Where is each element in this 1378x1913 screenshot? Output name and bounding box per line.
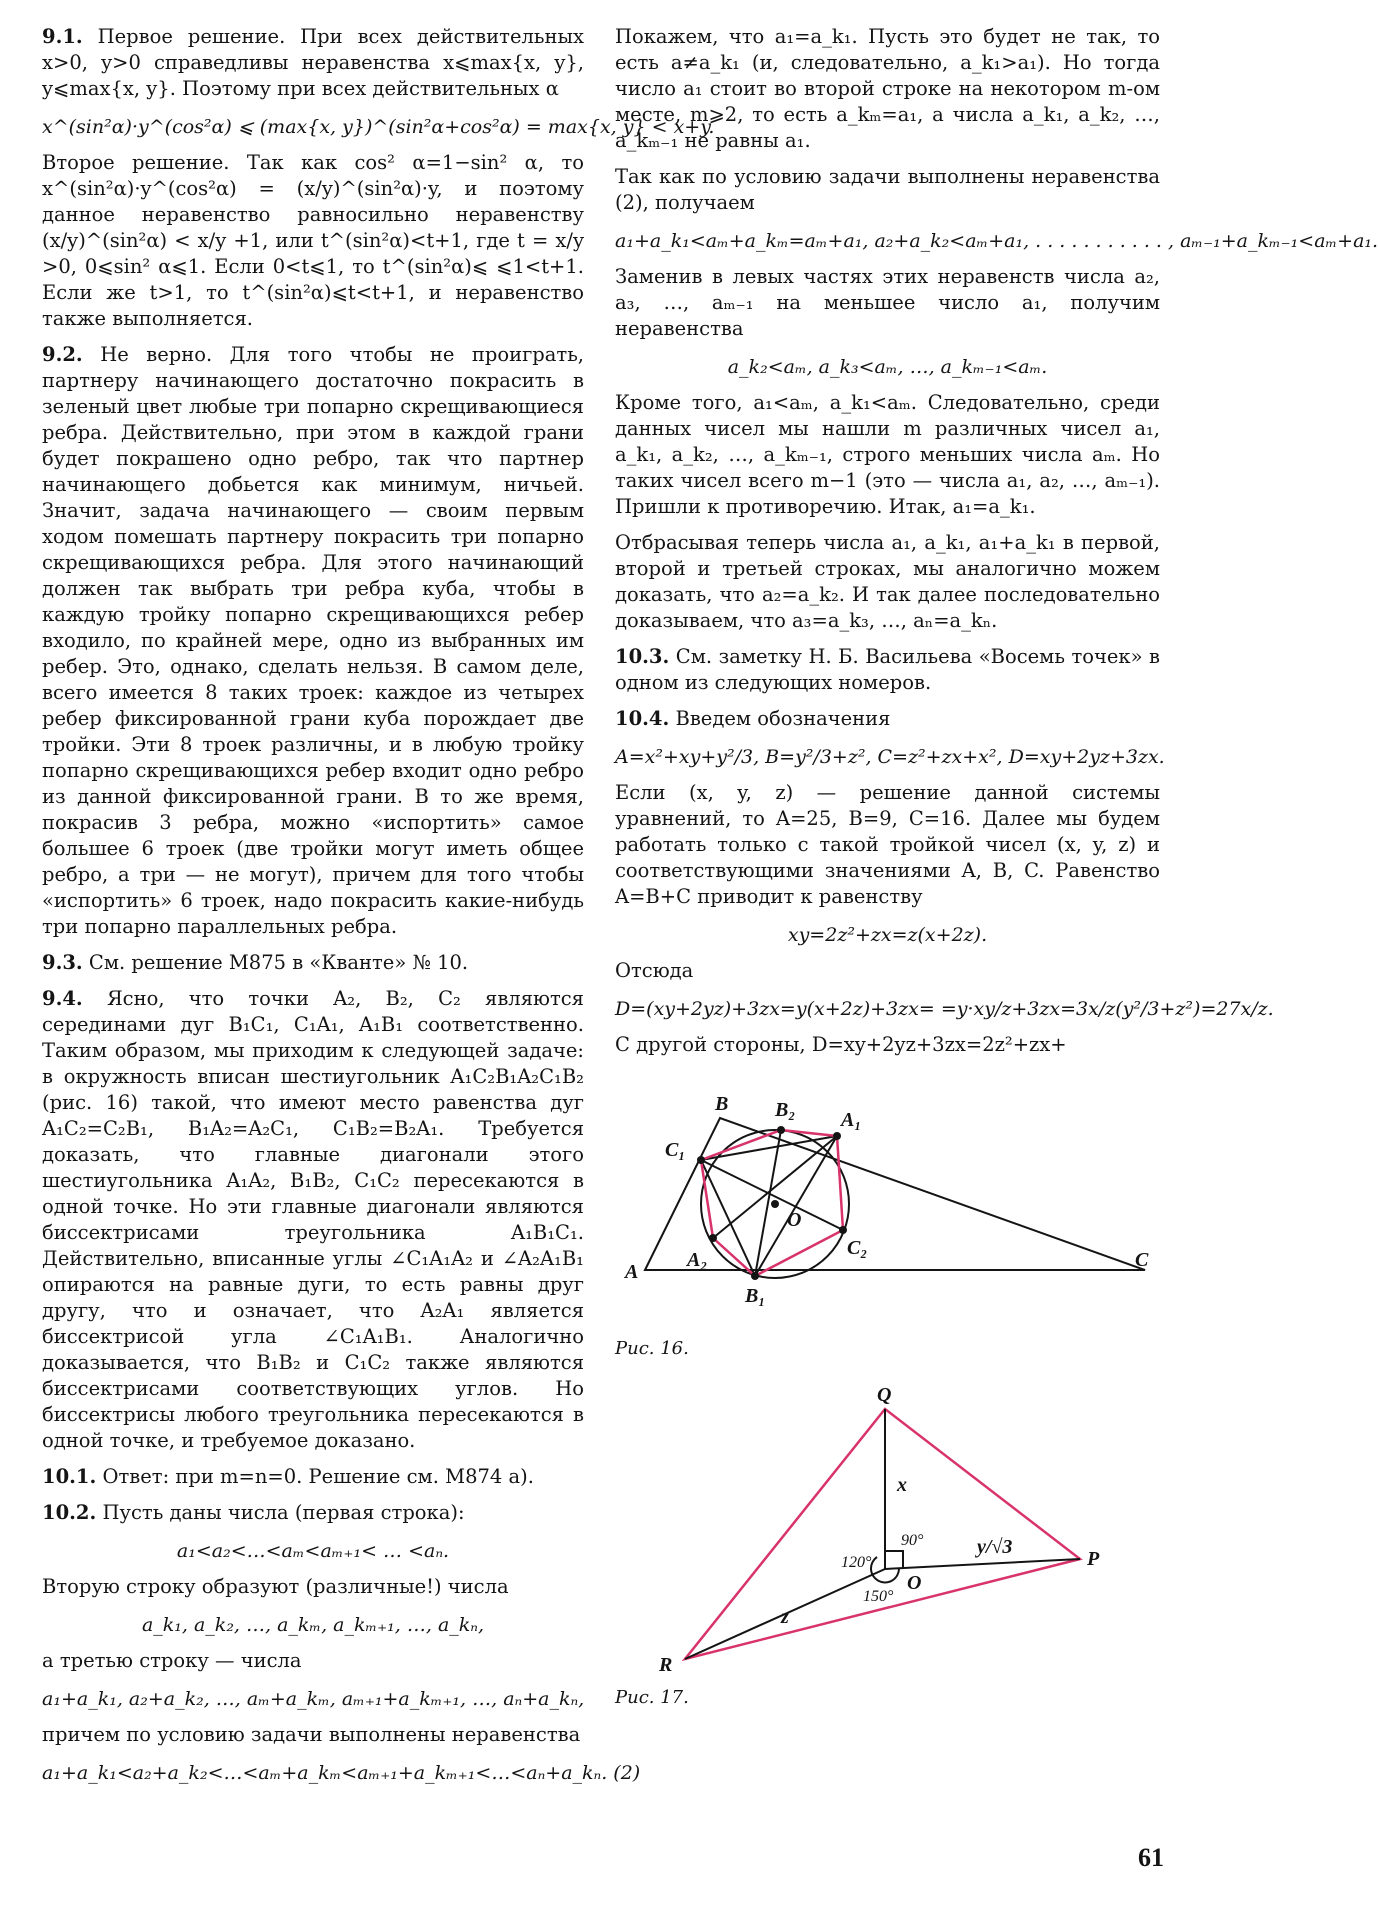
paragraph-text: Кроме того, a₁<aₘ, a_k₁<aₘ. Следовательно, среди данных чисел мы нашли m различных чисел a₁, a_k₁, a_k₂, …, a_kₘ₋₁, строго меньших числа aₘ. Но таких чисел всего m−1 (это — числа a₁, a₂, …, aₘ₋₁). Пришли к противоречию. Итак, a₁=a_k₁. bbox=[615, 391, 1160, 518]
label-c: C bbox=[1135, 1249, 1149, 1271]
paragraph-text: а третью строку — числа bbox=[42, 1649, 302, 1672]
paragraph-text: Ясно, что точки A₂, B₂, C₂ являются серединами дуг B₁C₁, C₁A₁, A₁B₁ соответственно. Таким образом, мы приходим к следующей задаче: в окружность вписан шестиугольник A₁C₂B₁A₂C₁B₂ (рис. 16) такой, что имеют место равенства дуг A₁C₂=C₂B₁, B₁A₂=A₂C₁, C₁B₂=B₂A₁. Требуется доказать, что главные диагонали этого шестиугольника A₁A₂, B₁B₂, C₁C₂ пересекаются в одной точке. Но эти главные диагонали являются биссектрисами треугольника A₁B₁C₁. Действительно, вписанные углы ∠C₁A₁A₂ и ∠A₂A₁B₁ опираются на равные дуги, то есть равны друг другу, что и означает, что A₂A₁ является биссектрисой угла ∠C₁A₁B₁. Аналогично доказывается, что B₁B₂ и C₁C₂ также являются биссектрисами соответствующих углов. Но биссектрисы любого треугольника пересекаются в одной точке, и требуемое доказано. bbox=[42, 987, 584, 1452]
label-z: z bbox=[781, 1606, 789, 1628]
paragraph-text: См. решение М875 в «Кванте» № 10. bbox=[88, 951, 469, 974]
formula: x^(sin²α)·y^(cos²α) ⩽ (max{x, y})^(sin²α+cos²α) = max{x, y} < x+y. bbox=[42, 116, 715, 138]
problem-number: 9.3. bbox=[42, 951, 83, 974]
paragraph bbox=[42, 24, 584, 102]
paragraph-text: Отбрасывая теперь числа a₁, a_k₁, a₁+a_k₁ в первой, второй и третьей строках, мы аналогично можем доказать, что a₂=a_k₂. И так далее последовательно доказываем, что a₃=a_k₃, …, aₙ=a_kₙ. bbox=[615, 531, 1160, 632]
paragraph-text: Второе решение. Так как cos² α=1−sin² α, то x^(sin²α)·y^(cos²α) = (x/y)^(sin²α)·y, и поэтому данное неравенство равносильно неравенству (x/y)^(sin²α) < x/y +1, или t^(sin²α)<t+1, где t = x/y >0, 0⩽sin² α⩽1. Если 0<t⩽1, то t^(sin²α)⩽ ⩽1<t+1. Если же t>1, то t^(sin²α)⩽t<t+1, и неравенство также выполняется. bbox=[42, 151, 584, 330]
label-y: y/√3 bbox=[977, 1536, 1013, 1558]
label-p: P bbox=[1087, 1548, 1100, 1570]
point-a1 bbox=[833, 1132, 841, 1140]
paragraph bbox=[42, 1648, 584, 1674]
label-c1: C₁ bbox=[665, 1139, 686, 1161]
label-a1: A₁ bbox=[841, 1109, 862, 1131]
problem-number: 10.1. bbox=[42, 1465, 97, 1488]
figure-16-diagram bbox=[615, 1070, 1160, 1330]
formula: a₁<a₂<…<aₘ<aₘ₊₁< … <aₙ. bbox=[176, 1540, 450, 1562]
page-number: 61 bbox=[1138, 1843, 1164, 1872]
triangle-pqr bbox=[685, 1409, 1080, 1659]
diag-a1a2 bbox=[713, 1136, 837, 1238]
formula: a₁+a_k₁, a₂+a_k₂, …, aₘ+a_kₘ, aₘ₊₁+a_kₘ₊₁, …, aₙ+a_kₙ, bbox=[42, 1688, 585, 1710]
paragraph bbox=[42, 986, 584, 1454]
problem-number: 10.4. bbox=[615, 707, 670, 730]
paragraph bbox=[615, 390, 1160, 520]
paragraph-text: См. заметку Н. Б. Васильева «Восемь точек» в одном из следующих номеров. bbox=[615, 645, 1160, 694]
red-a1c2 bbox=[837, 1136, 843, 1230]
paragraph bbox=[615, 264, 1160, 342]
paragraph bbox=[42, 342, 584, 940]
paragraph bbox=[615, 530, 1160, 634]
red-c1b2 bbox=[701, 1130, 781, 1160]
red-b2a1 bbox=[781, 1130, 837, 1136]
formula: D=(xy+2yz)+3zx=y(x+2z)+3zx= =y·xy/z+3zx=3x/z(y²/3+z²)=27x/z. bbox=[615, 998, 1274, 1020]
paragraph-text: С другой стороны, D=xy+2yz+3zx=2z²+zx+ bbox=[615, 1033, 1067, 1056]
label-angle-150: 150° bbox=[863, 1588, 894, 1605]
point-b1 bbox=[751, 1272, 759, 1280]
diag-c1c2 bbox=[701, 1160, 843, 1230]
paragraph bbox=[42, 1574, 584, 1600]
label-angle-120: 120° bbox=[841, 1554, 872, 1571]
problem-number: 9.2. bbox=[42, 343, 83, 366]
figure-17-caption: Рис. 17. bbox=[615, 1687, 689, 1708]
paragraph-text: Ответ: при m=n=0. Решение см. М874 а). bbox=[102, 1465, 534, 1488]
paragraph bbox=[42, 1500, 584, 1526]
triangle-abc bbox=[645, 1118, 1145, 1270]
paragraph-text: Первое решение. При всех действительных x>0, y>0 справедливы неравенства x⩽max{x, y}, y⩽max{x, y}. Поэтому при всех действительных α bbox=[42, 25, 585, 100]
point-o bbox=[771, 1200, 779, 1208]
paragraph bbox=[615, 706, 1160, 732]
paragraph-text: Покажем, что a₁=a_k₁. Пусть это будет не так, то есть a≠a_k₁ (и, следовательно, a_k₁>a₁). Но тогда число a₁ стоит во второй строке на некотором m-ом месте, m⩾2, то есть a_kₘ=a₁, а числа a_k₁, a_k₂, …, a_kₘ₋₁ не равны a₁. bbox=[615, 25, 1160, 152]
label-a2: A₂ bbox=[687, 1249, 708, 1271]
formula: a₁+a_k₁<aₘ+a_kₘ=aₘ+a₁, a₂+a_k₂<aₘ+a₁, . . . . . . . . . . . , aₘ₋₁+a_kₘ₋₁<aₘ+a₁. bbox=[615, 230, 1378, 252]
paragraph-text: Вторую строку образуют (различные!) числа bbox=[42, 1575, 509, 1598]
paragraph bbox=[615, 958, 1160, 984]
formula: xy=2z²+zx=z(x+2z). bbox=[787, 924, 988, 946]
label-b: B bbox=[715, 1093, 729, 1115]
figure-16 bbox=[615, 1070, 1160, 1359]
paragraph-text: Заменив в левых частях этих неравенств числа a₂, a₃, …, aₘ₋₁ на меньшее число a₁, получим неравенства bbox=[615, 265, 1160, 340]
paragraph bbox=[615, 24, 1160, 154]
figure-17-diagram bbox=[615, 1379, 1160, 1679]
paragraph bbox=[615, 1032, 1160, 1058]
label-b1: B₁ bbox=[745, 1285, 766, 1307]
label-x: x bbox=[897, 1474, 907, 1496]
paragraph-text: Так как по условию задачи выполнены неравенства (2), получаем bbox=[615, 165, 1160, 214]
label-q: Q bbox=[877, 1384, 892, 1406]
paragraph bbox=[42, 1722, 584, 1748]
paragraph bbox=[42, 950, 584, 976]
problem-number: 10.3. bbox=[615, 645, 670, 668]
paragraph-text: причем по условию задачи выполнены неравенства bbox=[42, 1723, 581, 1746]
paragraph bbox=[42, 150, 584, 332]
paragraph-text: Если (x, y, z) — решение данной системы уравнений, то A=25, B=9, C=16. Далее мы будем работать только с такой тройкой чисел (x, y, z) и соответствующими значениями A, B, C. Равенство A=B+C приводит к равенству bbox=[615, 781, 1160, 908]
label-o: O bbox=[787, 1209, 802, 1231]
paragraph-text: Не верно. Для того чтобы не проиграть, партнеру начинающего достаточно покрасить в зеленый цвет любые три попарно скрещивающиеся ребра. Действительно, при этом в каждой грани будет покрашено одно ребро, так что партнер начинающего добьется как минимум, ничьей. Значит, задача начинающего — своим первым ходом помешать партнеру покрасить три попарно скрещивающихся ребра. Для этого начинающий должен так выбрать три ребра куба, чтобы в каждую тройку попарно скрещивающихся ребер входило, по крайней мере, одно из выбранных им ребер. Это, однако, сделать нельзя. В самом деле, всего имеется 8 таких троек: каждое из четырех ребер фиксированной грани куба порождает две тройки. Эти 8 троек различны, и в любую тройку попарно скрещивающихся ребер входит одно ребро из данной фиксированной грани. В то же время, покрасив 3 ребра, можно «испортить» самое большее 6 троек (две тройки могут иметь общее ребро, а три — не могут), причем для того чтобы «испортить» 6 троек, надо покрасить какие-нибудь три попарно параллельных ребра. bbox=[42, 343, 585, 938]
label-r: R bbox=[659, 1654, 673, 1676]
label-b2: B₂ bbox=[775, 1099, 796, 1121]
right-column-text bbox=[615, 24, 1378, 1058]
label-angle-90: 90° bbox=[901, 1532, 924, 1549]
paragraph-text: Введем обозначения bbox=[675, 707, 891, 730]
paragraph bbox=[42, 1464, 584, 1490]
label-a: A bbox=[625, 1261, 639, 1283]
right-angle-mark bbox=[885, 1551, 903, 1569]
problem-number: 9.1. bbox=[42, 25, 83, 48]
point-a2 bbox=[709, 1234, 717, 1242]
problem-number: 9.4. bbox=[42, 987, 83, 1010]
point-c1 bbox=[697, 1156, 705, 1164]
paragraph bbox=[615, 644, 1160, 696]
formula: a_k₂<aₘ, a_k₃<aₘ, …, a_kₘ₋₁<aₘ. bbox=[727, 356, 1048, 378]
figure-16-caption: Рис. 16. bbox=[615, 1338, 689, 1359]
point-c2 bbox=[839, 1226, 847, 1234]
paragraph bbox=[615, 164, 1160, 216]
paragraph bbox=[615, 780, 1160, 910]
problem-number: 10.2. bbox=[42, 1501, 97, 1524]
figure-17 bbox=[615, 1379, 1160, 1708]
formula: a_k₁, a_k₂, …, a_kₘ, a_kₘ₊₁, …, a_kₙ, bbox=[141, 1614, 485, 1636]
formula: a₁+a_k₁<a₂+a_k₂<…<aₘ+a_kₘ<aₘ₊₁+a_kₘ₊₁<…<aₙ+a_kₙ. (2) bbox=[42, 1762, 641, 1784]
label-c2: C₂ bbox=[847, 1237, 868, 1259]
paragraph-text: Пусть даны числа (первая строка): bbox=[102, 1501, 465, 1524]
formula: A=x²+xy+y²/3, B=y²/3+z², C=z²+zx+x², D=xy+2yz+3zx. bbox=[615, 746, 1165, 768]
label-o: O bbox=[907, 1572, 922, 1594]
point-b2 bbox=[777, 1126, 785, 1134]
right-column bbox=[615, 24, 1378, 1728]
paragraph-text: Отсюда bbox=[615, 959, 694, 982]
